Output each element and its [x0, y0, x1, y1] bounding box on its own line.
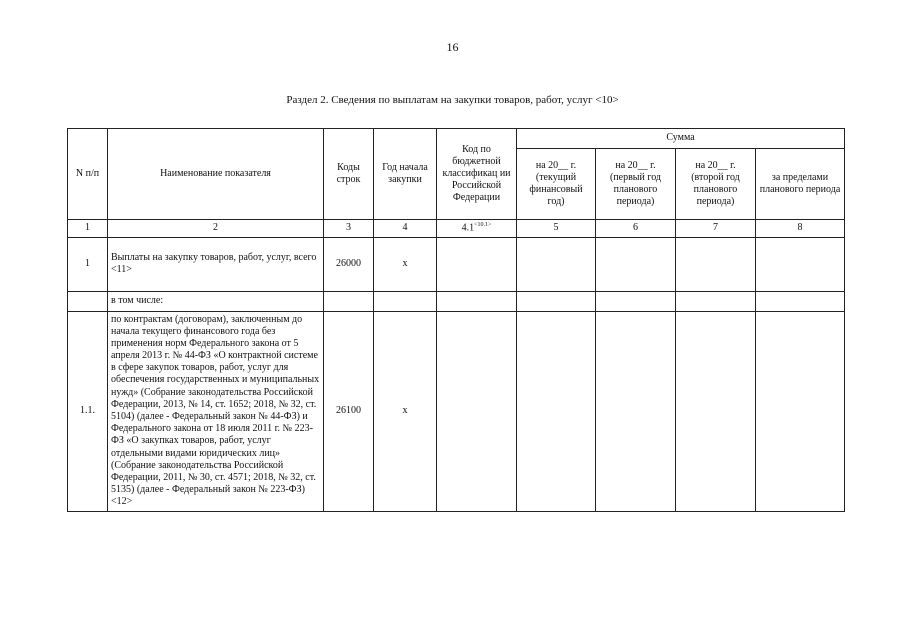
row-sum-beyond [756, 237, 845, 291]
table-row [68, 311, 845, 511]
header-sum-beyond: за пределами планового периода [756, 149, 845, 220]
colnum-4: 4 [374, 220, 437, 238]
colnum-5: 5 [517, 220, 596, 238]
header-sum: Сумма [517, 129, 845, 149]
row-sum-first [596, 291, 676, 311]
row-sum-first [596, 237, 676, 291]
header-sum-first: на 20__ г. (первый год планового периода) [596, 149, 676, 220]
colnum-1: 1 [68, 220, 108, 238]
header-sum-current: на 20__ г. (текущий финансовый год) [517, 149, 596, 220]
row-code: 26000 [324, 237, 374, 291]
row-sum-current [517, 237, 596, 291]
header-name: Наименование показателя [108, 129, 324, 220]
row-sum-first [596, 311, 676, 511]
row-sum-current [517, 291, 596, 311]
row-name: по контрактам (договорам), заключенным до начала текущего финансового года без применения норм Федерального закона от 5 апреля 2013 г. № 44-ФЗ «О контрактной системе в сфере закупок товаров, работ, услуг для обеспечения государственных и муниципальных нужд» (Собрание законодательства Российской Федерации, 2013, № 14, ст. 1652; 2018, № 32, ст. 5104) (далее - Федеральный закон № 44-ФЗ) и Федерального закона от 18 июля 2011 г. № 223-ФЗ «О закупках товаров, работ, услуг отдельными видами юридических лиц» (Собрание законодательства Российской Федерации, 2011, № 30, ст. 4571; 2018, № 32, ст. 5135) (далее - Федеральный закон № 223-ФЗ) <12> [108, 311, 324, 511]
row-year: х [374, 311, 437, 511]
row-year [374, 291, 437, 311]
section-title: Раздел 2. Сведения по выплатам на закупки товаров, работ, услуг <10> [286, 94, 619, 106]
row-budget-code [437, 311, 517, 511]
row-budget-code [437, 291, 517, 311]
colnum-3: 3 [324, 220, 374, 238]
header-num: N п/п [68, 129, 108, 220]
row-num: 1 [68, 237, 108, 291]
row-name: в том числе: [108, 291, 324, 311]
header-row-top [68, 129, 845, 149]
row-code: 26100 [324, 311, 374, 511]
row-sum-beyond [756, 311, 845, 511]
row-sum-second [676, 237, 756, 291]
colnum-2: 2 [108, 220, 324, 238]
column-number-row [68, 220, 845, 238]
row-sum-second [676, 291, 756, 311]
row-num [68, 291, 108, 311]
header-codes: Коды строк [324, 129, 374, 220]
colnum-8: 8 [756, 220, 845, 238]
table-row [68, 291, 845, 311]
colnum-4-1-sup: <10.1> [474, 222, 492, 228]
colnum-7: 7 [676, 220, 756, 238]
header-year-start: Год начала закупки [374, 129, 437, 220]
row-code [324, 291, 374, 311]
row-budget-code [437, 237, 517, 291]
row-year: х [374, 237, 437, 291]
header-budget-code: Код по бюджетной классификац ии Российской Федерации [437, 129, 517, 220]
table-row [68, 237, 845, 291]
row-name: Выплаты на закупку товаров, работ, услуг, всего <11> [108, 237, 324, 291]
payments-table [67, 128, 845, 512]
row-num: 1.1. [68, 311, 108, 511]
colnum-4-1-main: 4.1 [461, 222, 475, 234]
row-sum-beyond [756, 291, 845, 311]
header-sum-second: на 20__ г. (второй год планового периода) [676, 149, 756, 220]
colnum-4-1 [437, 220, 517, 238]
colnum-6: 6 [596, 220, 676, 238]
row-sum-second [676, 311, 756, 511]
row-sum-current [517, 311, 596, 511]
page-number: 16 [446, 40, 459, 54]
